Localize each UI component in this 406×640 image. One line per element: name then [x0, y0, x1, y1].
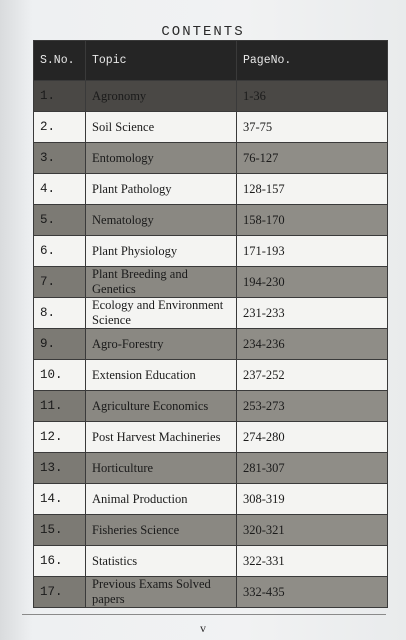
row-pages: 281-307 — [237, 453, 388, 484]
row-pages: 253-273 — [237, 391, 388, 422]
table-row — [34, 453, 388, 484]
row-pages: 231-233 — [237, 298, 388, 329]
row-topic: Soil Science — [86, 112, 237, 143]
row-topic: Agriculture Economics — [86, 391, 237, 422]
footer-rule — [22, 614, 386, 615]
table-row — [34, 422, 388, 453]
row-topic: Animal Production — [86, 484, 237, 515]
row-topic: Nematology — [86, 205, 237, 236]
table-row — [34, 391, 388, 422]
row-sno: 13. — [34, 453, 86, 484]
row-pages: 128-157 — [237, 174, 388, 205]
table-row — [34, 298, 388, 329]
row-topic: Horticulture — [86, 453, 237, 484]
row-pages: 274-280 — [237, 422, 388, 453]
table-row — [34, 577, 388, 608]
table-row — [34, 515, 388, 546]
row-sno: 16. — [34, 546, 86, 577]
table-row — [34, 546, 388, 577]
row-pages: 37-75 — [237, 112, 388, 143]
table-row — [34, 112, 388, 143]
row-pages: 158-170 — [237, 205, 388, 236]
row-sno: 11. — [34, 391, 86, 422]
contents-body — [34, 81, 388, 608]
row-topic: Post Harvest Machineries — [86, 422, 237, 453]
page-title: CONTENTS — [161, 24, 245, 40]
row-topic: Plant Pathology — [86, 174, 237, 205]
table-row — [34, 236, 388, 267]
row-pages: 171-193 — [237, 236, 388, 267]
row-sno: 5. — [34, 205, 86, 236]
row-pages: 322-331 — [237, 546, 388, 577]
table-row — [34, 267, 388, 298]
row-topic: Fisheries Science — [86, 515, 237, 546]
row-sno: 1. — [34, 81, 86, 112]
row-sno: 15. — [34, 515, 86, 546]
row-sno: 12. — [34, 422, 86, 453]
table-row — [34, 174, 388, 205]
row-sno: 4. — [34, 174, 86, 205]
row-sno: 14. — [34, 484, 86, 515]
row-topic: Statistics — [86, 546, 237, 577]
row-topic: Agro-Forestry — [86, 329, 237, 360]
row-sno: 8. — [34, 298, 86, 329]
row-pages: 320-321 — [237, 515, 388, 546]
row-topic: Extension Education — [86, 360, 237, 391]
row-topic: Ecology and Environment Science — [86, 298, 237, 329]
table-row — [34, 484, 388, 515]
row-topic: Plant Physiology — [86, 236, 237, 267]
row-pages: 237-252 — [237, 360, 388, 391]
row-topic: Agronomy — [86, 81, 237, 112]
row-pages: 194-230 — [237, 267, 388, 298]
table-row — [34, 360, 388, 391]
row-sno: 6. — [34, 236, 86, 267]
row-sno: 9. — [34, 329, 86, 360]
table-row — [34, 329, 388, 360]
header-topic: Topic — [86, 41, 237, 81]
row-pages: 1-36 — [237, 81, 388, 112]
contents-table — [33, 40, 388, 608]
table-row — [34, 205, 388, 236]
row-sno: 17. — [34, 577, 86, 608]
header-sno: S.No. — [34, 41, 86, 81]
row-sno: 10. — [34, 360, 86, 391]
table-header-row — [34, 41, 388, 81]
table-row — [34, 81, 388, 112]
row-pages: 76-127 — [237, 143, 388, 174]
row-pages: 234-236 — [237, 329, 388, 360]
row-pages: 308-319 — [237, 484, 388, 515]
row-sno: 2. — [34, 112, 86, 143]
table-row — [34, 143, 388, 174]
row-pages: 332-435 — [237, 577, 388, 608]
header-page: PageNo. — [237, 41, 388, 81]
row-topic: Previous Exams Solved papers — [86, 577, 237, 608]
page-number: v — [200, 621, 206, 635]
row-sno: 7. — [34, 267, 86, 298]
row-sno: 3. — [34, 143, 86, 174]
row-topic: Entomology — [86, 143, 237, 174]
row-topic: Plant Breeding and Genetics — [86, 267, 237, 298]
